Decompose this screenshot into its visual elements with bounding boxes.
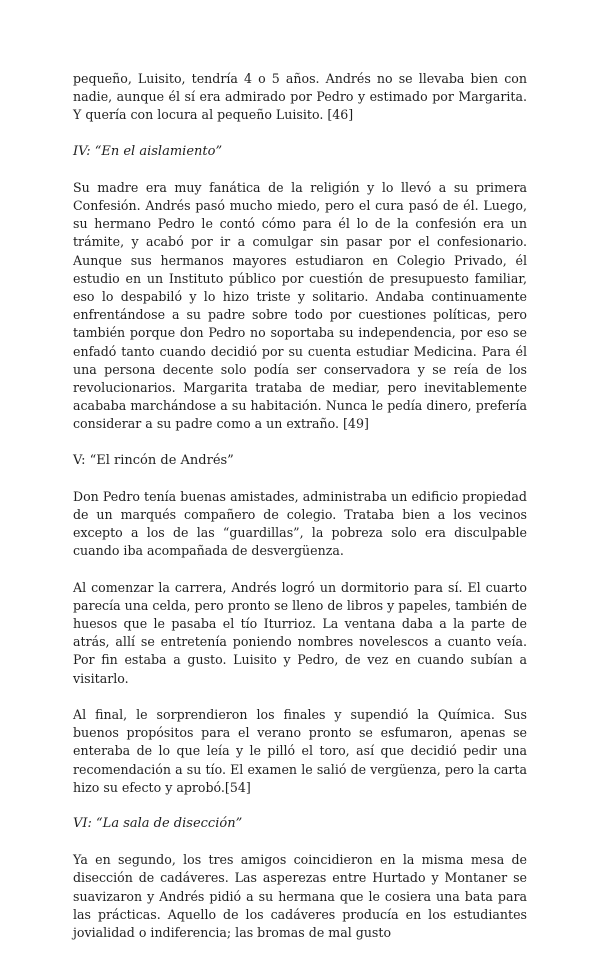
paragraph-intro: pequeño, Luisito, tendría 4 o 5 años. Andrés no se llevaba bien con nadie, aunque él sí era admirado por Pedro y estimado por Margarita. Y quería con locura al pequeño Luisito. [46] (73, 71, 527, 123)
chapter-heading-vi: VI: “La sala de disección” (73, 815, 243, 831)
paragraph-don-pedro: Don Pedro tenía buenas amistades, administraba un edificio propiedad de un marqués compañero de colegio. Trataba bien a los vecinos excepto a los de las “guardillas”, la pobreza solo era disculpable cuando iba acompañada de desvergüenza. (73, 488, 527, 559)
chapter-heading-iv: IV: “En el aislamiento” (73, 143, 223, 159)
document-page (73, 70, 527, 960)
chapter-heading-v: V: “El rincón de Andrés” (73, 452, 234, 468)
paragraph-dormitorio: Al comenzar la carrera, Andrés logró un dormitorio para sí. El cuarto parecía una celda, pero pronto se lleno de libros y papeles, también de huesos que le pasaba el tío Iturrioz. La ventana daba a la parte de atrás, allí se entretenía poniendo nombres novelescos a cuanto veía. Por fin estaba a gusto. Luisito y Pedro, de vez en cuando subían a visitarlo. (73, 579, 527, 686)
paragraph-diseccion: Ya en segundo, los tres amigos coincidieron en la misma mesa de disección de cadáveres. Las asperezas entre Hurtado y Montaner se suavizaron y Andrés pidió a su hermana que le cosiera una bata para las prácticas. Aquello de los cadáveres producía en los estudiantes jovialidad o indiferencia; las bromas de mal gusto (73, 852, 527, 940)
paragraph-chapter-iv: Su madre era muy fanática de la religión y lo llevó a su primera Confesión. Andrés pasó mucho miedo, pero el cura pasó de él. Luego, su hermano Pedro le contó cómo para él lo de la confesión era un trámite, y acabó por ir a comulgar sin pasar por el confesionario. Aunque sus hermanos mayores estudiaron en Colegio Privado, él estudio en un Instituto público por cuestión de presupuesto familiar, eso lo despabiló y lo hizo triste y solitario. Andaba continuamente enfrentándose a su padre sobre todo por cuestiones políticas, pero también porque don Pedro no soportaba su independencia, por eso se enfadó tanto cuando decidió por su cuenta estudiar Medicina. Para él una persona decente solo podía ser conservadora y se reía de los revolucionarios. Margarita trataba de mediar, pero inevitablemente acababa marchándose a su habitación. Nunca le pedía dinero, prefería considerar a su padre como a un extraño. [49] (73, 179, 527, 432)
paragraph-quimica: Al final, le sorprendieron los finales y supendió la Química. Sus buenos propósitos para el verano pronto se esfumaron, apenas se enteraba de lo que leía y le pilló el toro, así que decidió pedir una recomendación a su tío. El examen le salió de vergüenza, pero la carta hizo su efecto y aprobó.[54] (73, 706, 527, 795)
